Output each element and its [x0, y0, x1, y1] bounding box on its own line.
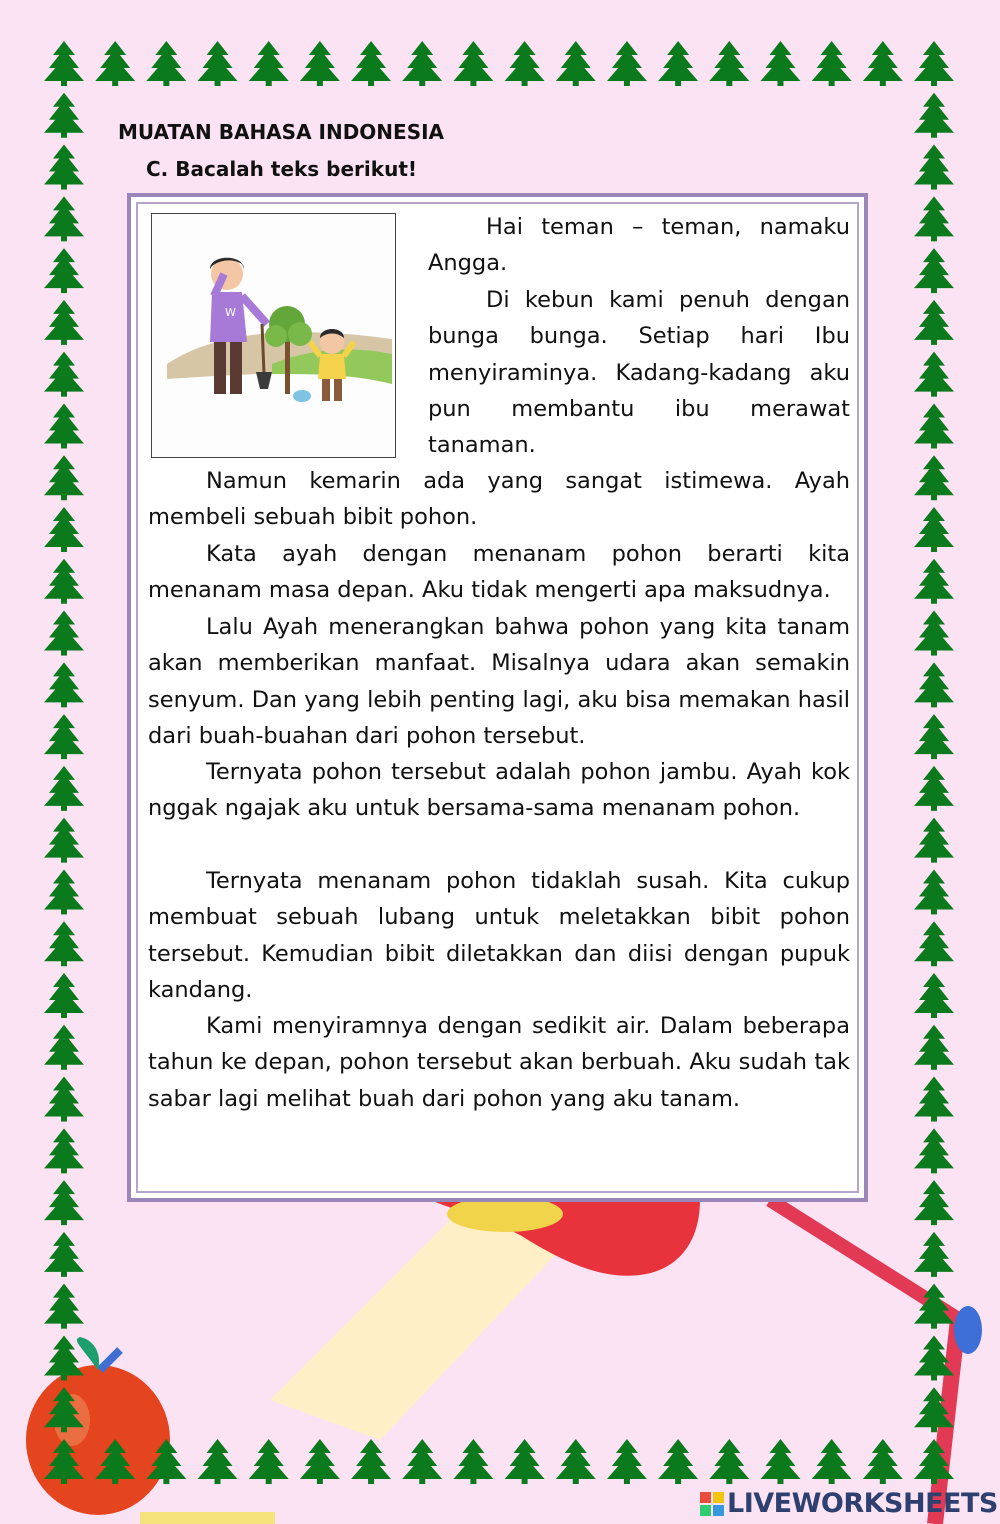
pine-tree-icon: [44, 41, 84, 86]
pine-tree-icon: [760, 1439, 800, 1484]
pine-tree-icon: [44, 869, 84, 914]
pine-tree-icon: [44, 403, 84, 448]
shirt-letter: W: [225, 306, 236, 319]
pine-tree-icon: [44, 352, 84, 397]
pine-tree-icon: [760, 41, 800, 86]
pine-tree-icon: [914, 714, 954, 759]
pine-tree-icon: [146, 1439, 186, 1484]
pine-tree-icon: [914, 248, 954, 293]
paragraph-special: Namun kemarin ada yang sangat istimewa. Ayah membeli sebuah bibit pohon.: [148, 468, 850, 531]
pine-tree-icon: [44, 507, 84, 552]
pine-tree-icon: [863, 1439, 903, 1484]
pine-tree-icon: [556, 1439, 596, 1484]
pine-tree-icon: [44, 1284, 84, 1329]
pine-tree-icon: [556, 41, 596, 86]
pine-tree-icon: [44, 1387, 84, 1432]
pine-tree-icon: [914, 93, 954, 138]
pine-tree-icon: [505, 41, 545, 86]
pine-tree-icon: [44, 1128, 84, 1173]
worksheet-heading: MUATAN BAHASA INDONESIA: [118, 120, 445, 144]
pine-tree-icon: [44, 611, 84, 656]
father-arm: [242, 296, 267, 324]
pine-tree-icon: [914, 1077, 954, 1122]
pine-tree-icon: [505, 1439, 545, 1484]
pine-tree-icon: [44, 300, 84, 345]
pine-tree-icon: [351, 41, 391, 86]
pine-tree-icon: [44, 196, 84, 241]
pine-tree-icon: [453, 1439, 493, 1484]
pine-tree-icon: [44, 93, 84, 138]
pine-tree-icon: [914, 41, 954, 86]
reading-instruction: C. Bacalah teks berikut!: [146, 157, 417, 181]
pine-tree-icon: [44, 1439, 84, 1484]
pine-tree-icon: [44, 662, 84, 707]
pine-tree-icon: [914, 455, 954, 500]
child-shirt: [318, 354, 346, 379]
pine-tree-icon: [914, 559, 954, 604]
pine-tree-icon: [44, 1180, 84, 1225]
pine-tree-icon: [607, 41, 647, 86]
pine-tree-icon: [914, 145, 954, 190]
pine-tree-icon: [914, 973, 954, 1018]
paragraph-watering: Kami menyiramnya dengan sedikit air. Dalam beberapa tahun ke depan, pohon tersebut akan berbuah. Aku sudah tak sabar lagi melihat buah dari pohon yang aku tanam.: [148, 1013, 850, 1112]
pine-tree-icon: [44, 1025, 84, 1070]
pine-tree-icon: [914, 662, 954, 707]
pine-tree-icon: [914, 196, 954, 241]
pine-tree-icon: [402, 1439, 442, 1484]
paragraph-planting: Ternyata menanam pohon tidaklah susah. Kita cukup membuat sebuah lubang untuk meletakkan bibit pohon tersebut. Kemudian bibit diletakkan dan diisi dengan pupuk kandang.: [148, 868, 850, 1003]
pine-tree-icon: [44, 818, 84, 863]
pine-tree-icon: [812, 1439, 852, 1484]
paragraph-garden: Di kebun kami penuh dengan bunga bunga. Setiap hari Ibu menyiraminya. Kadang-kadang aku pun membantu ibu merawat tanaman.: [428, 287, 850, 459]
shovel-blade: [256, 372, 272, 389]
pine-tree-icon: [44, 1077, 84, 1122]
pine-tree-icon: [914, 1335, 954, 1380]
pine-tree-icon: [914, 611, 954, 656]
pine-tree-icon: [709, 1439, 749, 1484]
pine-tree-icon: [198, 41, 238, 86]
father-leg: [214, 342, 226, 394]
pine-tree-icon: [44, 248, 84, 293]
pine-tree-icon: [914, 1025, 954, 1070]
pine-tree-icon: [453, 41, 493, 86]
pine-tree-icon: [300, 41, 340, 86]
pine-tree-icon: [95, 1439, 135, 1484]
pine-tree-icon: [44, 714, 84, 759]
pine-tree-icon: [914, 403, 954, 448]
pine-tree-icon: [914, 818, 954, 863]
father-child-planting-tree-illustration: [151, 213, 396, 458]
pine-tree-icon: [914, 766, 954, 811]
pine-tree-icon: [249, 41, 289, 86]
pine-tree-icon: [914, 352, 954, 397]
pine-tree-icon: [658, 41, 698, 86]
pine-tree-icon: [914, 1128, 954, 1173]
pine-tree-icon: [249, 1439, 289, 1484]
watering-can: [293, 390, 311, 402]
shovel-handle: [262, 324, 264, 374]
tree-trunk: [285, 334, 290, 394]
pine-tree-icon: [44, 1335, 84, 1380]
liveworksheets-logo-icon: [700, 1492, 724, 1516]
pine-tree-icon: [44, 766, 84, 811]
pine-tree-icon: [709, 41, 749, 86]
paragraph-future: Kata ayah dengan menanam pohon berarti kita menanam masa depan. Aku tidak mengerti apa maksudnya.: [148, 541, 850, 604]
pine-tree-icon: [658, 1439, 698, 1484]
pine-tree-icon: [351, 1439, 391, 1484]
child-leg: [322, 379, 330, 401]
paragraph-benefit: Lalu Ayah menerangkan bahwa pohon yang kita tanam akan memberikan manfaat. Misalnya udara akan semakin senyum. Dan yang lebih penting lagi, aku bisa memakan hasil dari buah-buahan dari pohon tersebut.: [148, 614, 850, 749]
paragraph-intro: Hai teman – teman, namaku Angga.: [428, 214, 850, 277]
pine-tree-icon: [914, 1180, 954, 1225]
pine-tree-icon: [44, 559, 84, 604]
pine-tree-icon: [300, 1439, 340, 1484]
pine-tree-icon: [402, 41, 442, 86]
pine-tree-icon: [914, 1232, 954, 1277]
liveworksheets-brand[interactable]: LIVEWORKSHEETS: [727, 1488, 998, 1519]
paragraph-guava: Ternyata pohon tersebut adalah pohon jambu. Ayah kok nggak ngajak aku untuk bersama-sama menanam pohon.: [148, 759, 850, 822]
pine-tree-icon: [44, 1232, 84, 1277]
pine-tree-icon: [44, 973, 84, 1018]
pine-tree-icon: [914, 869, 954, 914]
pine-tree-icon: [44, 455, 84, 500]
pine-tree-icon: [146, 41, 186, 86]
pine-tree-icon: [95, 41, 135, 86]
pine-tree-icon: [44, 921, 84, 966]
pine-tree-icon: [863, 41, 903, 86]
pine-tree-icon: [914, 921, 954, 966]
pine-tree-icon: [914, 1439, 954, 1484]
pine-tree-icon: [914, 300, 954, 345]
pine-tree-icon: [607, 1439, 647, 1484]
pine-tree-icon: [914, 1284, 954, 1329]
pine-tree-icon: [44, 145, 84, 190]
pine-tree-icon: [198, 1439, 238, 1484]
pine-tree-icon: [914, 1387, 954, 1432]
pine-tree-icon: [812, 41, 852, 86]
pine-tree-icon: [914, 507, 954, 552]
